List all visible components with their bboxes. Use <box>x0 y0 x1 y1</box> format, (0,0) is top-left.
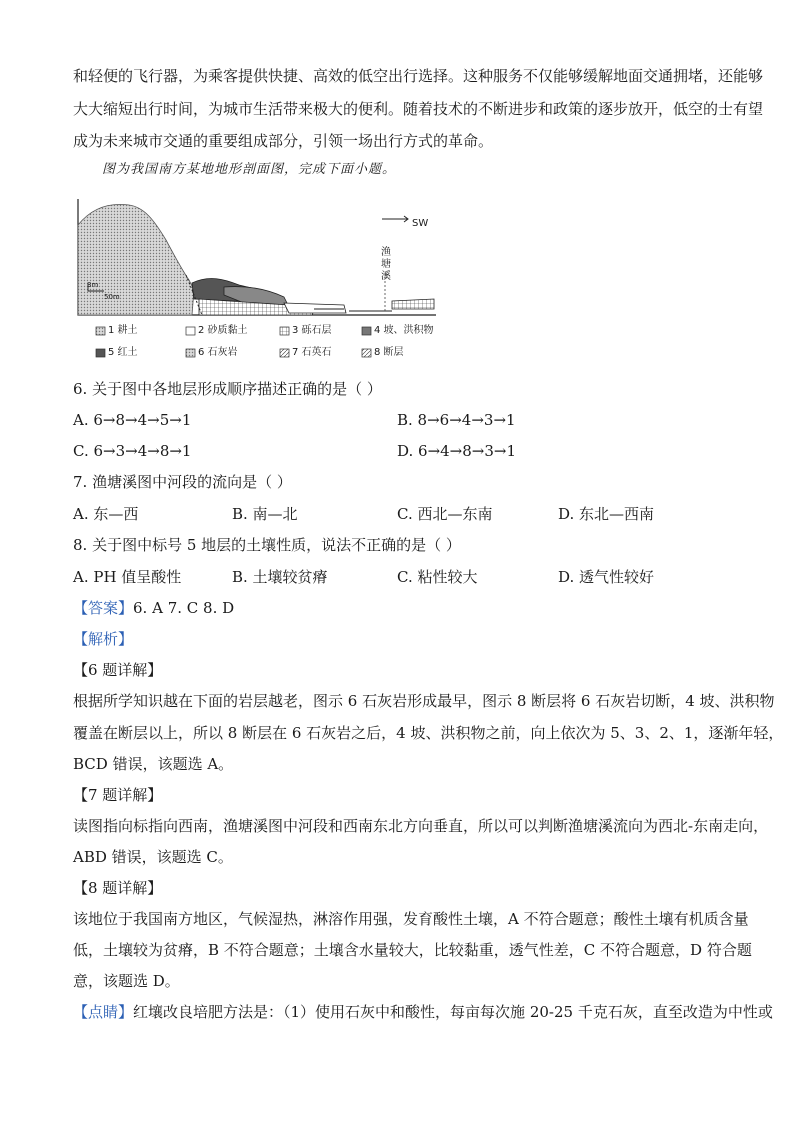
limestone-layer <box>78 204 194 315</box>
scale-horizontal-label: 50m <box>104 293 120 301</box>
question-7-option-b: B. 南—北 <box>232 505 298 523</box>
detail-7-line-2: ABD 错误，该题选 C。 <box>73 848 233 866</box>
question-7-option-d: D. 东北—西南 <box>558 505 655 523</box>
detail-6-line-1: 根据所学知识越在下面的岩层越老，图示 6 石灰岩形成最早，图示 8 断层将 6 石灰岩切断，4 坡、洪积物 <box>73 692 775 710</box>
question-7-option-c: C. 西北—东南 <box>397 505 493 523</box>
question-8-option-a: A. PH 值呈酸性 <box>73 568 182 586</box>
question-6-option-d: D. 6→4→8→3→1 <box>397 442 517 460</box>
intro-line-1: 和轻便的飞行器，为乘客提供快捷、高效的低空出行选择。这种服务不仅能够缓解地面交通拥堵，还能够 <box>73 67 764 85</box>
answer-text: 6. A 7. C 8. D <box>133 599 235 617</box>
tip-line <box>73 1002 773 1022</box>
question-6-option-a: A. 6→8→4→5→1 <box>73 411 192 429</box>
intro-line-2: 大大缩短出行时间，为城市生活带来极大的便利。随着技术的不断进步和政策的逐步放开，低空的士有望 <box>73 100 764 118</box>
legend-item-1: 1 耕土 <box>108 325 138 336</box>
figure-caption: 图为我国南方某地地形剖面图，完成下面小题。 <box>102 162 397 177</box>
answer-tag: 【答案】 <box>73 599 134 617</box>
question-8-stem: 8. 关于图中标号 5 地层的土壤性质，说法不正确的是（ ） <box>73 536 461 554</box>
legend-item-6: 6 石灰岩 <box>198 347 238 358</box>
intro-line-3: 成为未来城市交通的重要组成部分，引领一场出行方式的革命。 <box>73 132 494 150</box>
legend-item-8: 8 断层 <box>374 347 404 358</box>
question-8-option-c: C. 粘性较大 <box>397 568 478 586</box>
question-6-option-c: C. 6→3→4→8→1 <box>73 442 192 460</box>
legend-item-5: 5 红土 <box>108 347 138 358</box>
river-label: 渔塘溪 <box>381 247 391 282</box>
detail-8-line-1: 该地位于我国南方地区，气候湿热，淋溶作用强，发育酸性土壤，A 不符合题意；酸性土壤有机质含量 <box>73 910 749 928</box>
analysis-tag: 【解析】 <box>73 630 134 648</box>
detail-6-line-2: 覆盖在断层以上，所以 8 断层在 6 石灰岩之后，4 坡、洪积物之前，向上依次为 5、3、2、1，逐渐年轻， <box>73 724 784 742</box>
direction-label: SW <box>412 218 429 229</box>
terrain-cross-section-figure <box>74 195 444 365</box>
scale-vertical-label: 3m <box>87 281 99 289</box>
legend-item-7: 7 石英石 <box>292 347 332 358</box>
detail-7-tag: 【7 题详解】 <box>73 786 163 804</box>
direction-arrow-icon <box>382 216 408 222</box>
question-7-stem: 7. 渔塘溪图中河段的流向是（ ） <box>73 473 292 491</box>
question-8-option-d: D. 透气性较好 <box>558 568 655 586</box>
detail-8-tag: 【8 题详解】 <box>73 879 163 897</box>
question-7-option-a: A. 东—西 <box>73 505 139 523</box>
tip-text: 红壤改良培肥方法是：（1）使用石灰中和酸性，每亩每次施 20-25 千克石灰，直至改造为中性或 <box>133 1003 773 1021</box>
detail-6-tag: 【6 题详解】 <box>73 661 163 679</box>
detail-8-line-3: 意，该题选 D。 <box>73 972 180 990</box>
tip-tag: 【点睛】 <box>73 1003 134 1021</box>
detail-8-line-2: 低，土壤较为贫瘠，B 不符合题意；土壤含水量较大，比较黏重，透气性差，C 不符合题意，D 符合题 <box>73 941 752 959</box>
detail-7-line-1: 读图指向标指向西南，渔塘溪图中河段和西南东北方向垂直，所以可以判断渔塘溪流向为西北-东南走向， <box>73 817 769 835</box>
legend-item-3: 3 砾石层 <box>292 325 332 336</box>
legend-item-2: 2 砂质黏土 <box>198 325 248 336</box>
right-bank-layer <box>392 299 434 309</box>
question-6-stem: 6. 关于图中各地层形成顺序描述正确的是（ ） <box>73 380 382 398</box>
sandy-clay-layer <box>284 303 346 313</box>
detail-6-line-3: BCD 错误，该题选 A。 <box>73 755 234 773</box>
question-8-option-b: B. 土壤较贫瘠 <box>232 568 328 586</box>
question-6-option-b: B. 8→6→4→3→1 <box>397 411 516 429</box>
legend-item-4: 4 坡、洪积物 <box>374 325 434 336</box>
answer-line <box>73 598 234 618</box>
